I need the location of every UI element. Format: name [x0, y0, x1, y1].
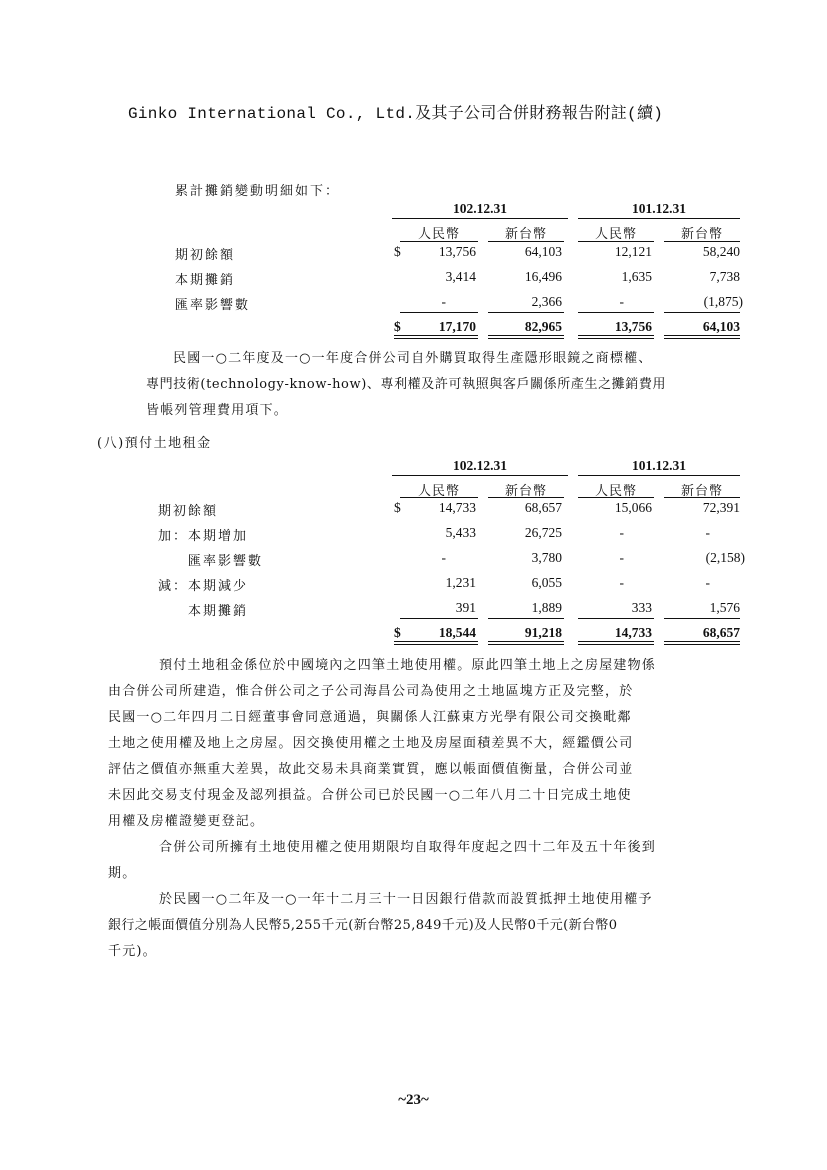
paragraph-line: 民國一○二年四月二日經董事會同意通過，與關係人江蘇東方光學有限公司交換毗鄰	[108, 710, 632, 725]
table2-total-dollar: $	[394, 625, 401, 640]
table2-dollar-sign: $	[394, 500, 401, 515]
amortization-intro: 累計攤銷變動明細如下：	[175, 184, 341, 199]
table1-cell: -	[441, 294, 446, 309]
paragraph-line: 用權及房權證變更登記。	[108, 814, 265, 829]
amortization-note-line: 專門技術(technology-know-how)、專利權及許可執照與客戶關係所產生之攤銷費用	[146, 377, 667, 392]
table1-cell: 58,240	[702, 244, 740, 259]
amortization-note-line: 皆帳列管理費用項下。	[146, 403, 289, 418]
table1-cell: 64,103	[524, 244, 562, 259]
table2-cell: -	[619, 525, 624, 540]
paragraph-line: 於民國一○二年及一○一年十二月三十一日因銀行借款而設質抵押土地使用權予	[159, 892, 653, 907]
table2-cell: -	[619, 575, 624, 590]
table2-total-cell: 14,733	[614, 625, 652, 640]
table2-cell: 5,433	[445, 525, 476, 540]
amortization-note-line: 民國一○二年度及一○一年度合併公司自外購買取得生產隱形眼鏡之商標權、	[173, 351, 653, 366]
paragraph-line: 評估之價值亦無重大差異，故此交易未具商業實質，應以帳面價值衡量，合併公司並	[108, 762, 634, 777]
table2-cur-rmb-2013: 人民幣	[417, 484, 460, 499]
table2-cell: 6,055	[531, 575, 562, 590]
table2-cur-rmb-2012: 人民幣	[594, 484, 637, 499]
table1-total-cell: 13,756	[614, 319, 652, 334]
table1-date-2013: 102.12.31	[453, 201, 507, 216]
paragraph-line: 土地之使用權及地上之房屋。因交換使用權之土地及房屋面積差異不大，經鑑價公司	[108, 736, 634, 751]
table1-cell: 13,756	[438, 244, 476, 259]
table2-cell: 72,391	[702, 500, 740, 515]
table2-date-2012: 101.12.31	[632, 458, 686, 473]
page-title: Ginko International Co., Ltd.及其子公司合併財務報告附註(續)	[128, 105, 664, 123]
table1-cell: 7,738	[709, 269, 740, 284]
table1-date-2012: 101.12.31	[632, 201, 686, 216]
table2-cell: 333	[631, 600, 652, 615]
table1-total-cell: 17,170	[438, 319, 476, 334]
table2-cur-ntd-2013: 新台幣	[504, 484, 547, 499]
paragraph-line: 千元)。	[108, 944, 157, 959]
paragraph-line: 銀行之帳面價值分別為人民幣5,255千元(新台幣25,849千元)及人民幣0千元(新台幣0	[108, 918, 618, 933]
paragraph-line: 未因此交易支付現金及認列損益。合併公司已於民國一○二年八月二十日完成土地使	[108, 788, 632, 803]
paragraph-line: 預付土地租金係位於中國境內之四筆土地使用權。原此四筆土地上之房屋建物係	[159, 658, 657, 673]
paragraph-line: 合併公司所擁有土地使用權之使用期限均自取得年度起之四十二年及五十年後到	[159, 840, 657, 855]
table2-cell: 26,725	[524, 525, 562, 540]
table1-total-dollar: $	[394, 319, 401, 334]
table2-row-label: 本期攤銷	[188, 604, 249, 619]
table1-cell: 1,635	[621, 269, 652, 284]
table2-date-2013: 102.12.31	[453, 458, 507, 473]
table2-cell: -	[705, 575, 710, 590]
paragraph-line: 期。	[108, 866, 137, 881]
table2-cur-ntd-2012: 新台幣	[680, 484, 723, 499]
table2-cell: 391	[455, 600, 476, 615]
table2-total-cell: 68,657	[702, 625, 740, 640]
table1-row-label: 匯率影響數	[175, 298, 251, 313]
page-number: ~23~	[398, 1092, 429, 1108]
table1-cur-ntd-2013: 新台幣	[504, 227, 547, 242]
table2-cell: -	[441, 550, 446, 565]
table2-cell: (2,158)	[705, 550, 745, 565]
paragraph-line: 由合併公司所建造，惟合併公司之子公司海昌公司為使用之土地區塊方正及完整，於	[108, 684, 634, 699]
table1-cell: 3,414	[445, 269, 476, 284]
table2-row-label: 匯率影響數	[188, 554, 264, 569]
table1-row-label: 本期攤銷	[175, 273, 236, 288]
table2-row-label: 減：本期減少	[158, 579, 249, 594]
table2-row-label: 期初餘額	[158, 504, 219, 519]
table2-cell: 15,066	[614, 500, 652, 515]
table1-total-cell: 64,103	[702, 319, 740, 334]
table2-cell: 3,780	[531, 550, 562, 565]
table1-cell: -	[619, 294, 624, 309]
table1-dollar-sign: $	[394, 244, 401, 259]
table1-cur-ntd-2012: 新台幣	[680, 227, 723, 242]
table1-total-cell: 82,965	[524, 319, 562, 334]
table2-row-label: 加：本期增加	[158, 529, 249, 544]
table1-cur-rmb-2012: 人民幣	[594, 227, 637, 242]
table2-cell: 1,576	[709, 600, 740, 615]
table1-cell: 12,121	[614, 244, 652, 259]
table2-total-cell: 91,218	[524, 625, 562, 640]
table1-cell: 16,496	[524, 269, 562, 284]
table2-cell: 1,889	[531, 600, 562, 615]
table2-cell: -	[705, 525, 710, 540]
section-title: (八)預付土地租金	[97, 436, 212, 451]
table1-row-label: 期初餘額	[175, 248, 236, 263]
table2-cell: 14,733	[438, 500, 476, 515]
table1-cell: 2,366	[531, 294, 562, 309]
table2-cell: 1,231	[445, 575, 476, 590]
table1-cell: (1,875)	[703, 294, 743, 309]
table2-cell: -	[619, 550, 624, 565]
table2-cell: 68,657	[524, 500, 562, 515]
table1-cur-rmb-2013: 人民幣	[417, 227, 460, 242]
table2-total-cell: 18,544	[438, 625, 476, 640]
